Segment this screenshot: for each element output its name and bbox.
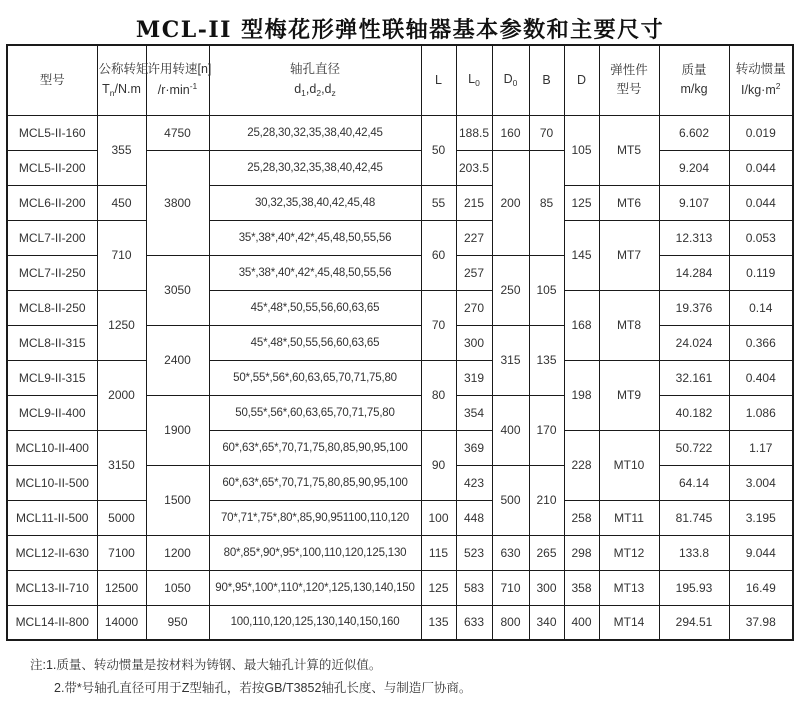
cell-L0: 270: [456, 290, 492, 325]
cell-mass: 19.376: [659, 290, 729, 325]
cell-mass: 81.745: [659, 500, 729, 535]
cell-D0: 500: [492, 465, 529, 535]
cell-inertia: 0.044: [729, 185, 793, 220]
speed-header-line1: 许用转速[n]: [147, 62, 212, 77]
cell-inertia: 0.053: [729, 220, 793, 255]
table-row: [7, 500, 793, 535]
cell-model: MCL9-II-315: [7, 360, 97, 395]
cell-L: 100: [421, 500, 456, 535]
cell-inertia: 0.366: [729, 325, 793, 360]
cell-torque: 710: [97, 220, 146, 290]
cell-inertia: 0.019: [729, 115, 793, 150]
cell-torque: 1250: [97, 290, 146, 360]
cell-D: 358: [564, 570, 599, 605]
cell-model: MCL8-II-315: [7, 325, 97, 360]
cell-bore: 60*,63*,65*,70,71,75,80,85,90,95,100: [209, 465, 421, 500]
cell-B: 170: [529, 395, 564, 465]
cell-elastic: MT11: [599, 500, 659, 535]
cell-D: 125: [564, 185, 599, 220]
cell-L0: 300: [456, 325, 492, 360]
cell-L: 125: [421, 570, 456, 605]
col-header-bore: [209, 45, 421, 115]
table-row: [7, 290, 793, 325]
col-header-D0: [492, 45, 529, 115]
col-header-B: [529, 45, 564, 115]
cell-inertia: 37.98: [729, 605, 793, 640]
cell-bore: 45*,48*,50,55,56,60,63,65: [209, 325, 421, 360]
cell-L0: 215: [456, 185, 492, 220]
cell-mass: 14.284: [659, 255, 729, 290]
cell-elastic: MT9: [599, 360, 659, 430]
cell-bore: 25,28,30,32,35,38,40,42,45: [209, 150, 421, 185]
speed-superscript: -1: [189, 80, 198, 91]
cell-inertia: 1.17: [729, 430, 793, 465]
cell-L: 70: [421, 290, 456, 360]
speed-header-line2: [148, 80, 208, 100]
table-row: [7, 185, 793, 220]
cell-speed: 2400: [146, 325, 209, 395]
mass-header-line2: m/kg: [680, 82, 708, 97]
cell-mass: 40.182: [659, 395, 729, 430]
cell-D: 145: [564, 220, 599, 290]
cell-inertia: 3.195: [729, 500, 793, 535]
cell-torque: 5000: [97, 500, 146, 535]
torque-symbol: T: [102, 81, 110, 96]
cell-elastic: MT6: [599, 185, 659, 220]
table-row: [7, 430, 793, 465]
cell-bore: 100,110,120,125,130,140,150,160: [209, 605, 421, 640]
cell-model: MCL10-II-400: [7, 430, 97, 465]
coupling-spec-table: [6, 44, 794, 641]
cell-L: 60: [421, 220, 456, 290]
cell-D0: 200: [492, 150, 529, 255]
inertia-header-line2: [731, 80, 792, 100]
col-header-elastic: [599, 45, 659, 115]
cell-B: 210: [529, 465, 564, 535]
cell-inertia: 0.044: [729, 150, 793, 185]
cell-L0: 523: [456, 535, 492, 570]
cell-bore: 25,28,30,32,35,38,40,42,45: [209, 115, 421, 150]
cell-mass: 50.722: [659, 430, 729, 465]
cell-D0: 315: [492, 325, 529, 395]
cell-inertia: 3.004: [729, 465, 793, 500]
cell-speed: 4750: [146, 115, 209, 150]
cell-model: MCL9-II-400: [7, 395, 97, 430]
cell-L0: 583: [456, 570, 492, 605]
torque-subscript: n: [109, 87, 115, 98]
cell-mass: 9.107: [659, 185, 729, 220]
cell-speed: 950: [146, 605, 209, 640]
table-row: [7, 360, 793, 395]
cell-L0: 633: [456, 605, 492, 640]
cell-inertia: 0.119: [729, 255, 793, 290]
cell-speed: 1900: [146, 395, 209, 465]
col-header-L0: [456, 45, 492, 115]
cell-D: 168: [564, 290, 599, 360]
B-header-label: B: [542, 72, 551, 87]
cell-L: 115: [421, 535, 456, 570]
col-header-torque: [97, 45, 149, 115]
cell-mass: 9.204: [659, 150, 729, 185]
col-header-L: [421, 45, 456, 115]
cell-speed: 1500: [146, 465, 209, 535]
cell-L0: 227: [456, 220, 492, 255]
cell-D0: 630: [492, 535, 529, 570]
col-header-D: [564, 45, 599, 115]
cell-model: MCL10-II-500: [7, 465, 97, 500]
table-row: [7, 570, 793, 605]
D0-subscript: 0: [512, 78, 518, 89]
cell-L0: 423: [456, 465, 492, 500]
bore-header-line1: 轴孔直径: [289, 62, 340, 77]
note-line-1: 注:1.质量、转动惯量是按材料为铸钢、最大轴孔计算的近似值。: [30, 658, 382, 672]
cell-torque: 355: [97, 115, 146, 185]
cell-model: MCL6-II-200: [7, 185, 97, 220]
cell-model: MCL13-II-710: [7, 570, 97, 605]
cell-B: 340: [529, 605, 564, 640]
cell-B: 265: [529, 535, 564, 570]
cell-bore: 90*,95*,100*,110*,120*,125,130,140,150: [209, 570, 421, 605]
bore-d1-sub: 1: [301, 87, 306, 98]
L0-symbol: L: [468, 72, 476, 87]
D-header-label: D: [576, 72, 587, 87]
cell-bore: 60*,63*,65*,70,71,75,80,85,90,95,100: [209, 430, 421, 465]
cell-elastic: MT8: [599, 290, 659, 360]
cell-bore: 50*,55*,56*,60,63,65,70,71,75,80: [209, 360, 421, 395]
cell-D0: 160: [492, 115, 529, 150]
cell-inertia: 16.49: [729, 570, 793, 605]
elastic-header-line1: 弹性件: [610, 62, 648, 77]
cell-L0: 188.5: [456, 115, 492, 150]
cell-L: 135: [421, 605, 456, 640]
note-line-2: 2.带*号轴孔直径可用于Z型轴孔，若按GB/T3852轴孔长度、与制造厂协商。: [54, 681, 472, 696]
D0-symbol: D: [503, 72, 513, 87]
cell-model: MCL5-II-160: [7, 115, 97, 150]
cell-speed: 1050: [146, 570, 209, 605]
cell-bore: 35*,38*,40*,42*,45,48,50,55,56: [209, 220, 421, 255]
cell-speed: 3800: [146, 150, 209, 255]
bore-header-line2: [211, 80, 420, 100]
col-header-inertia: [729, 45, 793, 115]
cell-L0: 203.5: [456, 150, 492, 185]
cell-bore: 70*,71*,75*,80*,85,90,951100,110,120: [209, 500, 421, 535]
model-header-label: 型号: [39, 72, 65, 87]
cell-L0: 354: [456, 395, 492, 430]
cell-D0: 800: [492, 605, 529, 640]
cell-elastic: MT12: [599, 535, 659, 570]
cell-B: 300: [529, 570, 564, 605]
cell-mass: 64.14: [659, 465, 729, 500]
cell-mass: 32.161: [659, 360, 729, 395]
bore-dz-sub: z: [331, 87, 336, 98]
cell-D: 198: [564, 360, 599, 430]
cell-model: MCL7-II-200: [7, 220, 97, 255]
cell-D0: 710: [492, 570, 529, 605]
cell-mass: 195.93: [659, 570, 729, 605]
cell-torque: 12500: [97, 570, 146, 605]
cell-D: 400: [564, 605, 599, 640]
inertia-superscript: 2: [775, 80, 781, 91]
torque-header-line2: [99, 80, 145, 100]
header-row: [7, 45, 793, 115]
cell-D: 258: [564, 500, 599, 535]
cell-mass: 12.313: [659, 220, 729, 255]
cell-D: 228: [564, 430, 599, 500]
cell-mass: 6.602: [659, 115, 729, 150]
cell-inertia: 9.044: [729, 535, 793, 570]
cell-inertia: 1.086: [729, 395, 793, 430]
cell-L0: 319: [456, 360, 492, 395]
cell-elastic: MT14: [599, 605, 659, 640]
cell-elastic: MT5: [599, 115, 659, 185]
cell-L: 80: [421, 360, 456, 430]
footnotes: [30, 654, 800, 700]
table-row: [7, 220, 793, 255]
page-title: MCL-II 型梅花形弹性联轴器基本参数和主要尺寸: [135, 17, 665, 43]
cell-model: MCL5-II-200: [7, 150, 97, 185]
cell-elastic: MT13: [599, 570, 659, 605]
cell-L: 55: [421, 185, 456, 220]
cell-speed: 3050: [146, 255, 209, 325]
cell-model: MCL8-II-250: [7, 290, 97, 325]
cell-L0: 257: [456, 255, 492, 290]
cell-bore: 35*,38*,40*,42*,45,48,50,55,56: [209, 255, 421, 290]
cell-bore: 30,32,35,38,40,42,45,48: [209, 185, 421, 220]
table-row: [7, 605, 793, 640]
cell-B: 85: [529, 150, 564, 255]
cell-torque: 450: [97, 185, 146, 220]
bore-d2: ,d: [305, 81, 317, 96]
table-row: [7, 535, 793, 570]
cell-B: 105: [529, 255, 564, 325]
cell-torque: 3150: [97, 430, 146, 500]
cell-bore: 45*,48*,50,55,56,60,63,65: [209, 290, 421, 325]
col-header-speed: [146, 45, 212, 115]
cell-model: MCL14-II-800: [7, 605, 97, 640]
cell-L: 50: [421, 115, 456, 185]
cell-elastic: MT7: [599, 220, 659, 290]
cell-B: 135: [529, 325, 564, 395]
col-header-model: [7, 45, 97, 115]
cell-L0: 448: [456, 500, 492, 535]
cell-mass: 133.8: [659, 535, 729, 570]
inertia-unit: I/kg·m: [741, 82, 776, 97]
cell-inertia: 0.404: [729, 360, 793, 395]
bore-d1: d: [294, 81, 302, 96]
cell-elastic: MT10: [599, 430, 659, 500]
cell-model: MCL11-II-500: [7, 500, 97, 535]
cell-L: 90: [421, 430, 456, 500]
cell-bore: 50,55*,56*,60,63,65,70,71,75,80: [209, 395, 421, 430]
cell-D: 105: [564, 115, 599, 185]
cell-speed: 1200: [146, 535, 209, 570]
cell-model: MCL7-II-250: [7, 255, 97, 290]
col-header-mass: [659, 45, 729, 115]
mass-header-line1: 质量: [681, 62, 707, 77]
cell-model: MCL12-II-630: [7, 535, 97, 570]
L-header-label: L: [435, 72, 442, 87]
cell-inertia: 0.14: [729, 290, 793, 325]
bore-dz: ,d: [321, 81, 332, 96]
cell-torque: 7100: [97, 535, 146, 570]
torque-header-line1: 公称转矩: [98, 62, 149, 77]
elastic-header-line2: 型号: [616, 82, 642, 97]
cell-D: 298: [564, 535, 599, 570]
cell-B: 70: [529, 115, 564, 150]
cell-bore: 80*,85*,90*,95*,100,110,120,125,130: [209, 535, 421, 570]
L0-subscript: 0: [475, 78, 480, 89]
torque-unit: /N.m: [114, 81, 141, 96]
cell-mass: 294.51: [659, 605, 729, 640]
speed-unit: /r·min: [157, 82, 190, 97]
bore-d2-sub: 2: [316, 87, 322, 98]
inertia-header-line1: 转动惯量: [735, 62, 786, 77]
cell-torque: 14000: [97, 605, 146, 640]
cell-torque: 2000: [97, 360, 146, 430]
table-row: [7, 115, 793, 150]
cell-D0: 400: [492, 395, 529, 465]
cell-D0: 250: [492, 255, 529, 325]
cell-L0: 369: [456, 430, 492, 465]
cell-mass: 24.024: [659, 325, 729, 360]
